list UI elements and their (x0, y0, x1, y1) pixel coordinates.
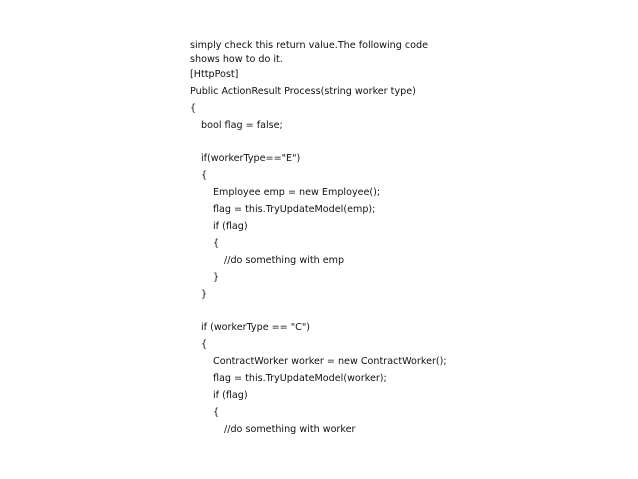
code-line-open-brace: { (201, 170, 208, 181)
code-line-if-employee: if(workerType=="E") (201, 153, 301, 164)
code-line-open-brace: { (201, 339, 208, 350)
code-line-comment-worker: //do something with worker (224, 424, 356, 435)
code-line-method-signature: Public ActionResult Process(string worker type) (190, 86, 416, 97)
code-line-flag-declaration: bool flag = false; (201, 120, 283, 131)
code-line-if-contract: if (workerType == "C") (201, 322, 311, 333)
intro-paragraph: simply check this return value.The following code shows how to do it. (190, 40, 429, 65)
code-line-if-flag: if (flag) (213, 390, 248, 401)
code-line-contract-init: ContractWorker worker = new ContractWorker(); (213, 356, 447, 367)
code-line-open-brace: { (213, 407, 220, 418)
code-line-if-flag: if (flag) (213, 221, 248, 232)
code-line-attribute: [HttpPost] (190, 69, 239, 80)
code-line-try-update-emp: flag = this.TryUpdateModel(emp); (213, 204, 376, 215)
code-line-open-brace: { (190, 103, 197, 114)
code-line-close-brace: } (213, 272, 220, 283)
code-line-try-update-worker: flag = this.TryUpdateModel(worker); (213, 373, 387, 384)
code-line-open-brace: { (213, 238, 220, 249)
code-line-close-brace: } (201, 289, 208, 300)
code-line-employee-init: Employee emp = new Employee(); (213, 187, 381, 198)
code-line-comment-emp: //do something with emp (224, 255, 345, 266)
